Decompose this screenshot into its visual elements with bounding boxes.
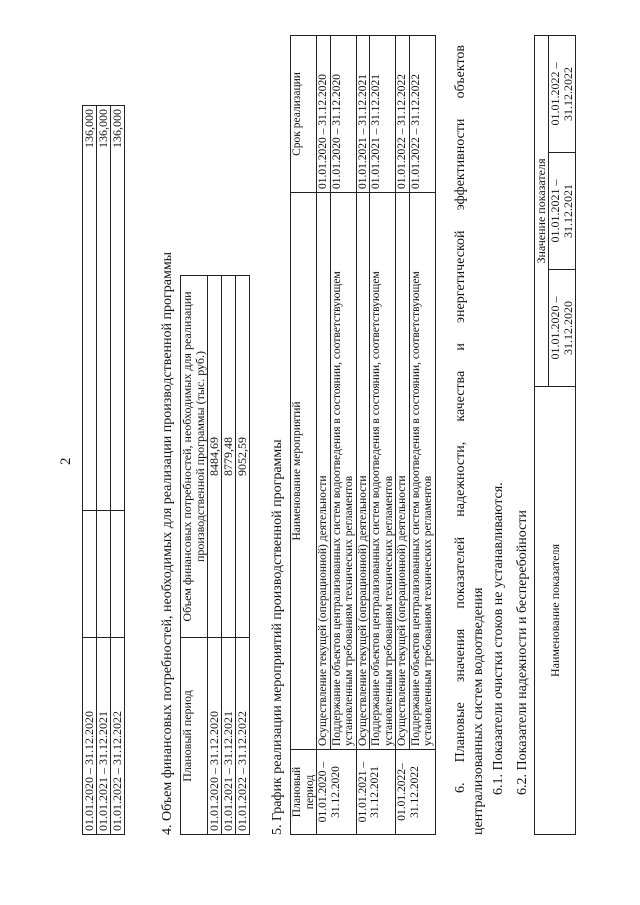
period-cell: 01.01.2020 – 31.12.2020 [317, 750, 357, 835]
term-cell: 01.01.2020 – 31.12.2020 [317, 36, 331, 193]
top-table [82, 105, 125, 835]
table-row [396, 36, 410, 835]
page-number: 2 [58, 457, 74, 465]
table-row [317, 36, 331, 835]
column-header-name: Наименование мероприятий [291, 193, 317, 750]
section6-heading-line2: централизованных систем водоотведения [471, 587, 486, 835]
period-cell: 01.01.2021 – 31.12.2021 [222, 638, 236, 835]
schedule-table [290, 35, 436, 835]
table-row [409, 36, 435, 835]
column-header-amount: Объем финансовых потребностей, необходимых для реализации производственной программы (тыс. руб.) [181, 276, 208, 638]
term-cell: 01.01.2021 – 31.12.2021 [370, 36, 396, 193]
table-header-row [291, 36, 317, 835]
table-header-row [181, 276, 208, 835]
table-row [83, 106, 97, 835]
table-cell: 01.01.2020 – 31.12.2020 [83, 638, 97, 835]
amount-cell: 8484,69 [208, 276, 222, 638]
subsection-6-1: 6.1. Показатели очистки стоков не устанавливаются. [491, 482, 506, 795]
table-row [111, 106, 125, 835]
section6-heading [452, 45, 488, 835]
term-cell: 01.01.2022 – 31.12.2022 [396, 36, 410, 193]
period-cell: 01.01.2022– 31.12.2022 [396, 750, 436, 835]
column-header-value: Значение показателя [535, 36, 549, 387]
activity-cell: Осуществление текущей (операционной) деятельности [356, 193, 370, 750]
table-row [236, 276, 250, 835]
term-cell: 01.01.2021 – 31.12.2021 [356, 36, 370, 193]
period-header: 01.01.2020 – 31.12.2020 [549, 270, 576, 387]
section6-heading-line1: 6. Плановые значения показателей надежности, качества и энергетической эффективности объектов [453, 45, 468, 793]
table-row [330, 36, 356, 835]
amount-cell: 9052,59 [236, 276, 250, 638]
term-cell: 01.01.2022 – 31.12.2022 [409, 36, 435, 193]
column-header-term: Срок реализации [291, 36, 317, 193]
financial-needs-table [180, 275, 250, 835]
period-header: 01.01.2022 – 31.12.2022 [549, 36, 576, 153]
period-cell: 01.01.2021 – 31.12.2021 [356, 750, 396, 835]
subsection-6-2: 6.2. Показатели надежности и бесперебойности [515, 510, 530, 795]
activity-cell: Поддержание объектов централизованных систем водоотведения в состоянии, соответствующем установленным требованиям технических регламентов [409, 193, 435, 750]
activity-cell: Поддержание объектов централизованных систем водоотведения в состоянии, соответствующем установленным требованиям технических регламентов [370, 193, 396, 750]
reliability-table [534, 35, 576, 835]
table-cell [111, 511, 125, 638]
column-header-period: Плановый период [181, 638, 208, 835]
table-cell: 136,000 [97, 106, 111, 511]
term-cell: 01.01.2020 – 31.12.2020 [330, 36, 356, 193]
section4-heading: 4. Объем финансовых потребностей, необходимых для реализации производственной программы [160, 251, 175, 835]
table-cell [83, 511, 97, 638]
table-cell: 01.01.2022 – 31.12.2022 [111, 638, 125, 835]
period-cell: 01.01.2022 – 31.12.2022 [236, 638, 250, 835]
table-cell [97, 511, 111, 638]
table-cell: 136,000 [83, 106, 97, 511]
table-row [370, 36, 396, 835]
table-row [222, 276, 236, 835]
activity-cell: Осуществление текущей (операционной) деятельности [317, 193, 331, 750]
table-row [97, 106, 111, 835]
activity-cell: Осуществление текущей (операционной) деятельности [396, 193, 410, 750]
section5-heading: 5. График реализации мероприятий производственной программы [270, 439, 285, 835]
table-row [356, 36, 370, 835]
period-cell: 01.01.2020 – 31.12.2020 [208, 638, 222, 835]
table-cell: 01.01.2021 – 31.12.2021 [97, 638, 111, 835]
table-cell: 136,000 [111, 106, 125, 511]
table-header-row [535, 36, 549, 835]
activity-cell: Поддержание объектов централизованных систем водоотведения в состоянии, соответствующем установленным требованиям технических регламентов [330, 193, 356, 750]
column-header-period: Плановый период [291, 750, 317, 835]
period-header: 01.01.2021 – 31.12.2021 [549, 153, 576, 270]
column-header-indicator: Наименование показателя [535, 387, 576, 835]
amount-cell: 8779,48 [222, 276, 236, 638]
table-row [208, 276, 222, 835]
